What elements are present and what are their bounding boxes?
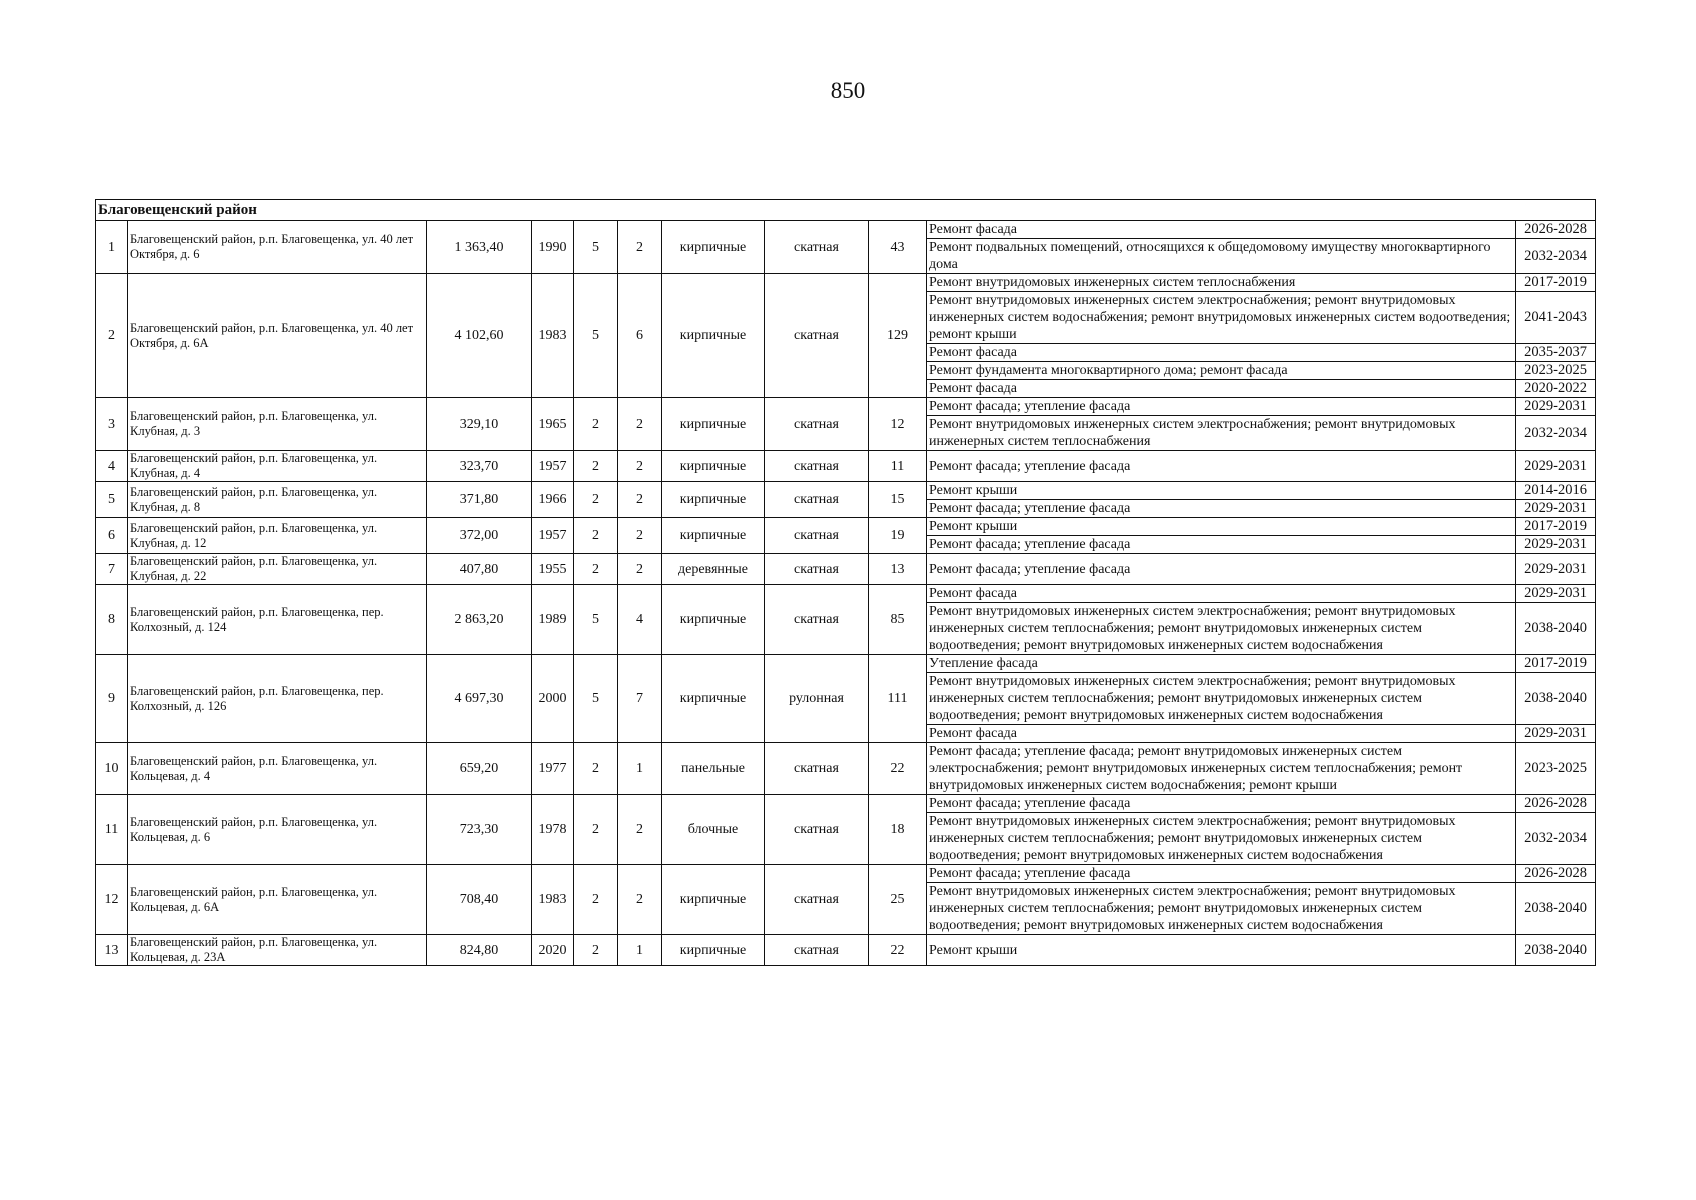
- district-row: [96, 200, 1596, 221]
- house-floors: 2: [574, 518, 618, 554]
- house-floors: 2: [574, 554, 618, 585]
- house-entrances: 2: [618, 795, 662, 865]
- house-wall-material: деревянные: [662, 554, 765, 585]
- house-number: 1: [96, 221, 128, 274]
- house-wall-material: блочные: [662, 795, 765, 865]
- house-wall-material: кирпичные: [662, 221, 765, 274]
- house-area: 371,80: [427, 482, 532, 518]
- house-residents: 43: [869, 221, 927, 274]
- house-area: 723,30: [427, 795, 532, 865]
- house-number: 4: [96, 451, 128, 482]
- house-year: 1955: [532, 554, 574, 585]
- work-description: Ремонт внутридомовых инженерных систем электроснабжения; ремонт внутридомовых инженерных систем теплоснабжения; ремонт внутридомовых инженерных систем водоотведения; ремонт внутридомовых инженерных систем водоснабжения: [927, 883, 1516, 935]
- house-wall-material: кирпичные: [662, 865, 765, 935]
- house-address: Благовещенский район, р.п. Благовещенка, ул. Кольцевая, д. 23А: [128, 935, 427, 966]
- work-period: 2029-2031: [1516, 500, 1596, 518]
- house-area: 4 697,30: [427, 655, 532, 743]
- work-period: 2032-2034: [1516, 813, 1596, 865]
- house-row: [96, 585, 1596, 603]
- house-year: 2000: [532, 655, 574, 743]
- work-period: 2029-2031: [1516, 451, 1596, 482]
- work-description: Ремонт фасада: [927, 221, 1516, 239]
- work-period: 2029-2031: [1516, 554, 1596, 585]
- house-roof-type: скатная: [765, 743, 869, 795]
- house-address: Благовещенский район, р.п. Благовещенка, ул. Клубная, д. 8: [128, 482, 427, 518]
- house-address: Благовещенский район, р.п. Благовещенка, ул. Кольцевая, д. 4: [128, 743, 427, 795]
- house-residents: 12: [869, 398, 927, 451]
- house-number: 6: [96, 518, 128, 554]
- house-number: 7: [96, 554, 128, 585]
- registry-table-container: [95, 199, 1595, 966]
- house-entrances: 2: [618, 865, 662, 935]
- house-address: Благовещенский район, р.п. Благовещенка, ул. 40 лет Октября, д. 6: [128, 221, 427, 274]
- work-period: 2020-2022: [1516, 380, 1596, 398]
- work-description: Утепление фасада: [927, 655, 1516, 673]
- house-year: 1989: [532, 585, 574, 655]
- work-description: Ремонт фасада: [927, 725, 1516, 743]
- house-number: 10: [96, 743, 128, 795]
- house-address: Благовещенский район, р.п. Благовещенка, пер. Колхозный, д. 126: [128, 655, 427, 743]
- house-address: Благовещенский район, р.п. Благовещенка, ул. Кольцевая, д. 6А: [128, 865, 427, 935]
- house-number: 5: [96, 482, 128, 518]
- work-period: 2017-2019: [1516, 274, 1596, 292]
- house-row: [96, 482, 1596, 500]
- house-row: [96, 398, 1596, 416]
- work-period: 2017-2019: [1516, 518, 1596, 536]
- house-floors: 2: [574, 743, 618, 795]
- house-residents: 19: [869, 518, 927, 554]
- work-period: 2017-2019: [1516, 655, 1596, 673]
- work-period: 2026-2028: [1516, 221, 1596, 239]
- work-description: Ремонт фасада; утепление фасада: [927, 451, 1516, 482]
- work-description: Ремонт внутридомовых инженерных систем электроснабжения; ремонт внутридомовых инженерных систем теплоснабжения: [927, 416, 1516, 451]
- house-wall-material: кирпичные: [662, 585, 765, 655]
- house-area: 329,10: [427, 398, 532, 451]
- work-description: Ремонт фасада; утепление фасада: [927, 795, 1516, 813]
- house-floors: 5: [574, 585, 618, 655]
- work-period: 2029-2031: [1516, 536, 1596, 554]
- house-number: 12: [96, 865, 128, 935]
- house-area: 824,80: [427, 935, 532, 966]
- work-period: 2014-2016: [1516, 482, 1596, 500]
- house-floors: 2: [574, 935, 618, 966]
- house-area: 1 363,40: [427, 221, 532, 274]
- house-row: [96, 274, 1596, 292]
- house-row: [96, 451, 1596, 482]
- work-period: 2032-2034: [1516, 416, 1596, 451]
- house-floors: 2: [574, 398, 618, 451]
- house-row: [96, 518, 1596, 536]
- work-description: Ремонт внутридомовых инженерных систем теплоснабжения: [927, 274, 1516, 292]
- house-residents: 85: [869, 585, 927, 655]
- house-wall-material: панельные: [662, 743, 765, 795]
- house-year: 1957: [532, 451, 574, 482]
- house-year: 1965: [532, 398, 574, 451]
- house-floors: 2: [574, 482, 618, 518]
- house-residents: 18: [869, 795, 927, 865]
- work-period: 2035-2037: [1516, 344, 1596, 362]
- work-description: Ремонт внутридомовых инженерных систем электроснабжения; ремонт внутридомовых инженерных систем теплоснабжения; ремонт внутридомовых инженерных систем водоотведения; ремонт внутридомовых инженерных систем водоснабжения: [927, 603, 1516, 655]
- work-period: 2029-2031: [1516, 725, 1596, 743]
- house-row: [96, 554, 1596, 585]
- house-wall-material: кирпичные: [662, 482, 765, 518]
- house-roof-type: скатная: [765, 585, 869, 655]
- house-area: 708,40: [427, 865, 532, 935]
- work-period: 2038-2040: [1516, 935, 1596, 966]
- house-residents: 22: [869, 743, 927, 795]
- house-floors: 2: [574, 795, 618, 865]
- house-year: 1978: [532, 795, 574, 865]
- house-number: 3: [96, 398, 128, 451]
- work-period: 2026-2028: [1516, 865, 1596, 883]
- house-roof-type: скатная: [765, 482, 869, 518]
- house-number: 8: [96, 585, 128, 655]
- house-entrances: 4: [618, 585, 662, 655]
- house-entrances: 2: [618, 554, 662, 585]
- house-year: 1977: [532, 743, 574, 795]
- work-description: Ремонт фасада: [927, 585, 1516, 603]
- registry-body: [96, 200, 1596, 966]
- house-year: 1983: [532, 274, 574, 398]
- work-description: Ремонт фасада; утепление фасада; ремонт внутридомовых инженерных систем электроснабжения; ремонт внутридомовых инженерных систем теплоснабжения; ремонт внутридомовых инженерных систем водоснабжения; ремонт крыши: [927, 743, 1516, 795]
- house-number: 11: [96, 795, 128, 865]
- house-number: 2: [96, 274, 128, 398]
- house-year: 1990: [532, 221, 574, 274]
- house-wall-material: кирпичные: [662, 518, 765, 554]
- house-wall-material: кирпичные: [662, 451, 765, 482]
- house-entrances: 2: [618, 482, 662, 518]
- house-address: Благовещенский район, р.п. Благовещенка, ул. Клубная, д. 12: [128, 518, 427, 554]
- house-row: [96, 795, 1596, 813]
- work-description: Ремонт крыши: [927, 518, 1516, 536]
- work-description: Ремонт фасада; утепление фасада: [927, 536, 1516, 554]
- work-description: Ремонт крыши: [927, 482, 1516, 500]
- house-residents: 22: [869, 935, 927, 966]
- house-area: 407,80: [427, 554, 532, 585]
- house-roof-type: скатная: [765, 518, 869, 554]
- house-area: 2 863,20: [427, 585, 532, 655]
- house-residents: 11: [869, 451, 927, 482]
- house-address: Благовещенский район, р.п. Благовещенка, ул. Кольцевая, д. 6: [128, 795, 427, 865]
- work-description: Ремонт фасада; утепление фасада: [927, 500, 1516, 518]
- work-description: Ремонт фасада: [927, 380, 1516, 398]
- house-roof-type: скатная: [765, 935, 869, 966]
- house-area: 659,20: [427, 743, 532, 795]
- house-roof-type: скатная: [765, 398, 869, 451]
- registry-table: [95, 199, 1596, 966]
- house-floors: 2: [574, 451, 618, 482]
- house-residents: 15: [869, 482, 927, 518]
- house-year: 1983: [532, 865, 574, 935]
- house-residents: 111: [869, 655, 927, 743]
- work-period: 2041-2043: [1516, 292, 1596, 344]
- house-area: 4 102,60: [427, 274, 532, 398]
- house-entrances: 1: [618, 935, 662, 966]
- work-period: 2029-2031: [1516, 585, 1596, 603]
- work-description: Ремонт фундамента многоквартирного дома; ремонт фасада: [927, 362, 1516, 380]
- house-entrances: 2: [618, 451, 662, 482]
- work-description: Ремонт крыши: [927, 935, 1516, 966]
- house-row: [96, 221, 1596, 239]
- house-row: [96, 865, 1596, 883]
- house-wall-material: кирпичные: [662, 274, 765, 398]
- house-roof-type: скатная: [765, 795, 869, 865]
- work-description: Ремонт подвальных помещений, относящихся к общедомовому имуществу многоквартирного дома: [927, 239, 1516, 274]
- house-address: Благовещенский район, р.п. Благовещенка, ул. Клубная, д. 3: [128, 398, 427, 451]
- work-period: 2038-2040: [1516, 673, 1596, 725]
- house-residents: 13: [869, 554, 927, 585]
- house-entrances: 2: [618, 398, 662, 451]
- house-floors: 5: [574, 221, 618, 274]
- work-period: 2026-2028: [1516, 795, 1596, 813]
- house-roof-type: скатная: [765, 451, 869, 482]
- work-period: 2023-2025: [1516, 743, 1596, 795]
- house-entrances: 7: [618, 655, 662, 743]
- district-name: Благовещенский район: [96, 200, 1596, 221]
- house-address: Благовещенский район, р.п. Благовещенка, ул. Клубная, д. 4: [128, 451, 427, 482]
- house-address: Благовещенский район, р.п. Благовещенка, пер. Колхозный, д. 124: [128, 585, 427, 655]
- house-entrances: 1: [618, 743, 662, 795]
- house-roof-type: скатная: [765, 865, 869, 935]
- house-row: [96, 743, 1596, 795]
- house-floors: 5: [574, 274, 618, 398]
- house-entrances: 6: [618, 274, 662, 398]
- house-roof-type: скатная: [765, 554, 869, 585]
- page-number: 850: [830, 78, 866, 103]
- house-residents: 129: [869, 274, 927, 398]
- house-address: Благовещенский район, р.п. Благовещенка, ул. Клубная, д. 22: [128, 554, 427, 585]
- house-roof-type: скатная: [765, 221, 869, 274]
- house-number: 13: [96, 935, 128, 966]
- work-description: Ремонт внутридомовых инженерных систем электроснабжения; ремонт внутридомовых инженерных систем водоснабжения; ремонт внутридомовых инженерных систем водоотведения; ремонт крыши: [927, 292, 1516, 344]
- house-area: 372,00: [427, 518, 532, 554]
- house-number: 9: [96, 655, 128, 743]
- house-floors: 5: [574, 655, 618, 743]
- work-description: Ремонт внутридомовых инженерных систем электроснабжения; ремонт внутридомовых инженерных систем теплоснабжения; ремонт внутридомовых инженерных систем водоотведения; ремонт внутридомовых инженерных систем водоснабжения: [927, 813, 1516, 865]
- house-floors: 2: [574, 865, 618, 935]
- work-description: Ремонт внутридомовых инженерных систем электроснабжения; ремонт внутридомовых инженерных систем теплоснабжения; ремонт внутридомовых инженерных систем водоотведения; ремонт внутридомовых инженерных систем водоснабжения: [927, 673, 1516, 725]
- house-year: 1966: [532, 482, 574, 518]
- house-roof-type: рулонная: [765, 655, 869, 743]
- house-wall-material: кирпичные: [662, 655, 765, 743]
- work-description: Ремонт фасада: [927, 344, 1516, 362]
- house-address: Благовещенский район, р.п. Благовещенка, ул. 40 лет Октября, д. 6А: [128, 274, 427, 398]
- work-period: 2023-2025: [1516, 362, 1596, 380]
- house-row: [96, 655, 1596, 673]
- house-entrances: 2: [618, 221, 662, 274]
- house-year: 1957: [532, 518, 574, 554]
- work-description: Ремонт фасада; утепление фасада: [927, 398, 1516, 416]
- house-area: 323,70: [427, 451, 532, 482]
- work-description: Ремонт фасада; утепление фасада: [927, 554, 1516, 585]
- work-period: 2032-2034: [1516, 239, 1596, 274]
- work-period: 2029-2031: [1516, 398, 1596, 416]
- house-entrances: 2: [618, 518, 662, 554]
- house-roof-type: скатная: [765, 274, 869, 398]
- house-wall-material: кирпичные: [662, 398, 765, 451]
- house-wall-material: кирпичные: [662, 935, 765, 966]
- work-description: Ремонт фасада; утепление фасада: [927, 865, 1516, 883]
- work-period: 2038-2040: [1516, 603, 1596, 655]
- house-year: 2020: [532, 935, 574, 966]
- house-row: [96, 935, 1596, 966]
- work-period: 2038-2040: [1516, 883, 1596, 935]
- house-residents: 25: [869, 865, 927, 935]
